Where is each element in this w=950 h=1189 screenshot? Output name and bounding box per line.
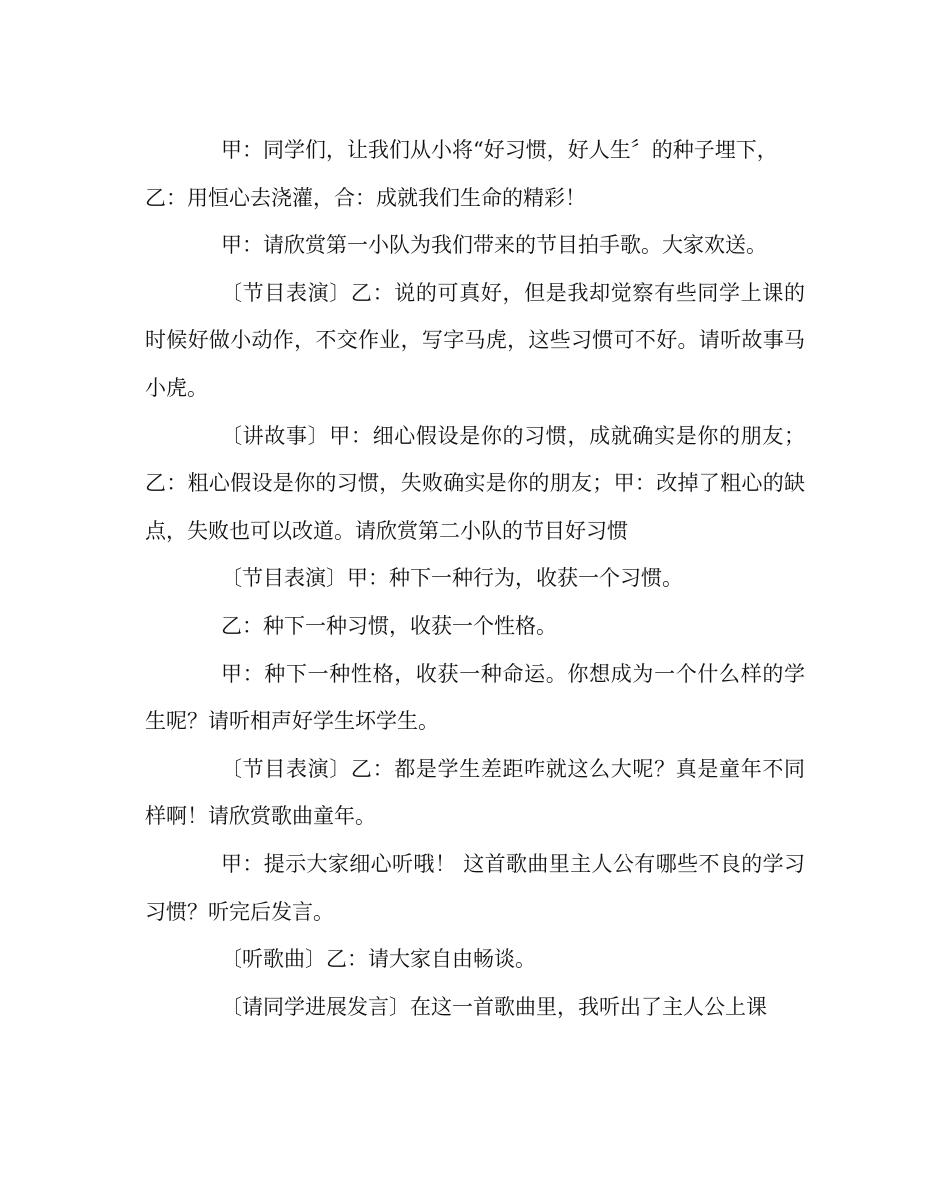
paragraph-1: 甲：同学们，让我们从小将“好习惯，好人生〞的种子埋下， (221, 138, 778, 162)
paragraph-8: 甲：种下一种性格，收获一种命运。你想成为一个什么样的学生呢？请听相声好学生坏学生。 (145, 661, 805, 734)
paragraph-3: 甲：请欣赏第一小队为我们带来的节目拍手歌。大家欢送。 (221, 233, 767, 258)
paragraph-9: 〔节目表演〕乙：都是学生差距咋就这么大呢？真是童年不同样啊！请欣赏歌曲童年。 (145, 756, 805, 829)
paragraph-11: 〔听歌曲〕乙：请大家自由畅谈。 (221, 947, 536, 972)
paragraph-10: 甲：提示大家细心听哦！ 这首歌曲里主人公有哪些不良的学习习惯？听完后发言。 (145, 851, 805, 924)
paragraph-5: 〔讲故事〕甲：细心假设是你的习惯，成就确实是你的朋友；乙：粗心假设是你的习惯，失败确实是你的朋友；甲：改掉了粗心的缺点，失败也可以改道。请欣赏第二小队的节目好习惯 (145, 423, 805, 543)
paragraph-6: 〔节目表演〕甲：种下一种行为，收获一个习惯。 (221, 566, 683, 591)
paragraph-2: 乙：用恒心去浇灌，合：成就我们生命的精彩！ (145, 185, 586, 210)
paragraph-7: 乙：种下一种习惯，收获一个性格。 (221, 613, 557, 638)
document-body (145, 127, 805, 1031)
paragraph-12: 〔请同学进展发言〕在这一首歌曲里，我听出了主人公上课 (221, 994, 767, 1019)
paragraph-4: 〔节目表演〕乙：说的可真好，但是我却觉察有些同学上课的时候好做小动作，不交作业，写字马虎，这些习惯可不好。请听故事马小虎。 (145, 280, 805, 400)
